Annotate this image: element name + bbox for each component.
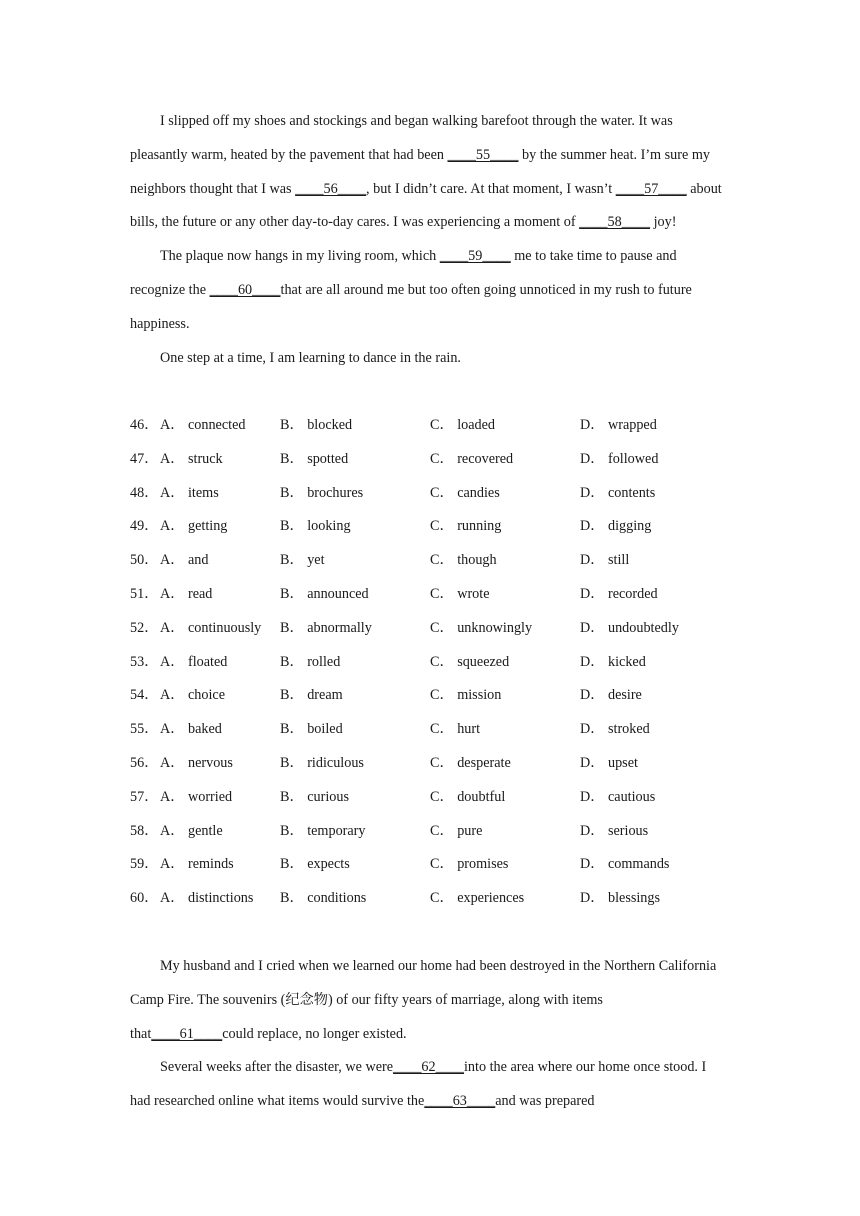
option-row: [130, 679, 750, 713]
option-row: [130, 781, 750, 815]
option-a: A． worried: [160, 788, 233, 805]
option-d: D． cautious: [580, 788, 656, 805]
option-a: A． distinctions: [160, 890, 254, 907]
text-run: about bills, the future or any other day-to-day cares. I was experiencing a moment of: [130, 180, 722, 231]
paragraph: One step at a time, I am learning to dance in the rain.: [160, 349, 461, 366]
paragraph: [130, 1051, 730, 1119]
text-run: could replace, no longer existed.: [222, 1025, 407, 1042]
option-b: B． looking: [280, 518, 351, 535]
option-b: B． boiled: [280, 721, 343, 738]
option-row: [130, 713, 750, 747]
option-row: [130, 409, 750, 443]
blank-63: ____63____: [424, 1093, 496, 1110]
answer-options: [130, 409, 750, 916]
paragraph: [130, 950, 730, 1051]
text-run: Several weeks after the disaster, we were: [160, 1059, 394, 1076]
text-run: My husband and I cried when we learned our home had been destroyed in the Northern California Camp Fire. The souvenirs (纪念物) of our fifty years of marriage, along with items that: [130, 958, 717, 1042]
question-number: 50．: [130, 552, 159, 569]
blank-62: ____62____: [393, 1059, 464, 1076]
text-run: me to take time to pause and recognize the: [130, 248, 677, 298]
question-number: 59．: [130, 856, 159, 873]
option-b: B． ridiculous: [280, 754, 364, 771]
option-row: [130, 848, 750, 882]
option-c: C． mission: [430, 687, 502, 704]
question-number: 51．: [130, 585, 159, 602]
option-c: C． wrote: [430, 585, 490, 602]
option-row: [130, 882, 750, 916]
blank-56: ____56____: [295, 180, 367, 197]
option-d: D． serious: [580, 822, 649, 839]
option-d: D． followed: [580, 450, 659, 467]
option-d: D． commands: [580, 856, 670, 873]
option-a: A． connected: [160, 417, 246, 433]
text-run: by the summer heat. I’m sure my neighbors thought that I was: [130, 146, 710, 197]
option-row: [130, 815, 750, 849]
option-d: D． upset: [580, 754, 638, 771]
option-a: A． struck: [160, 450, 223, 467]
option-d: D． desire: [580, 687, 642, 704]
paragraph: [130, 240, 730, 341]
blank-59: ____59____: [439, 248, 511, 265]
option-row: [130, 477, 750, 511]
text-run: The plaque now hangs in my living room, which: [160, 248, 440, 265]
option-a: A． getting: [160, 518, 228, 535]
option-d: D． contents: [580, 484, 656, 501]
paragraph: [130, 105, 730, 240]
option-b: B． expects: [280, 856, 350, 873]
question-number: 60．: [130, 890, 159, 907]
option-c: C． running: [430, 518, 502, 535]
option-c: C． loaded: [430, 417, 496, 433]
option-d: D． kicked: [580, 653, 646, 670]
option-c: C． promises: [430, 856, 509, 873]
blank-60: ____60____: [209, 281, 281, 298]
question-number: 52．: [130, 619, 159, 636]
option-row: [130, 443, 750, 477]
option-c: C． squeezed: [430, 653, 510, 670]
option-d: D． recorded: [580, 585, 658, 602]
option-row: [130, 747, 750, 781]
option-c: C． hurt: [430, 721, 481, 738]
option-b: B． rolled: [280, 653, 341, 670]
option-row: [130, 612, 750, 646]
option-b: B． yet: [280, 552, 325, 569]
option-a: A． floated: [160, 653, 228, 670]
option-a: A． baked: [160, 721, 222, 738]
option-b: B． brochures: [280, 484, 364, 501]
option-b: B． spotted: [280, 450, 349, 467]
passage-two: [130, 950, 730, 1119]
passage-one: [130, 105, 730, 375]
option-a: A． items: [160, 484, 219, 501]
option-a: A． continuously: [160, 619, 262, 636]
option-b: B． temporary: [280, 822, 366, 839]
question-number: 53．: [130, 653, 159, 670]
blank-57: ____57____: [615, 180, 687, 197]
option-row: [130, 578, 750, 612]
text-run: , but I didn’t care. At that moment, I wasn’t: [366, 180, 616, 197]
option-a: A． reminds: [160, 856, 234, 873]
option-c: C． desperate: [430, 754, 511, 771]
option-c: C． pure: [430, 822, 483, 839]
option-c: C． candies: [430, 484, 500, 501]
option-b: B． curious: [280, 788, 349, 805]
question-number: 49．: [130, 518, 159, 535]
option-b: B． conditions: [280, 890, 367, 907]
blank-55: ____55____: [447, 146, 519, 163]
question-number: 54．: [130, 687, 159, 704]
option-b: B． abnormally: [280, 619, 372, 636]
option-d: D． digging: [580, 518, 652, 535]
question-number: 47．: [130, 450, 159, 467]
question-number: 48．: [130, 484, 159, 501]
option-row: [130, 544, 750, 578]
text-run: into the area where our home once stood. I had researched online what items would survive the: [130, 1059, 707, 1110]
text-run: I slipped off my shoes and stockings and began walking barefoot through the water. It was pleasantly warm, heated by the pavement that had been: [130, 113, 673, 163]
option-c: C． though: [430, 552, 497, 569]
question-number: 55．: [130, 721, 159, 738]
text-run: that are all around me but too often going unnoticed in my rush to future happiness.: [130, 281, 692, 332]
option-a: A． read: [160, 585, 213, 602]
option-c: C． recovered: [430, 450, 514, 467]
option-d: D． blessings: [580, 890, 661, 907]
text-run: and was prepared: [495, 1093, 595, 1110]
option-row: [130, 510, 750, 544]
option-b: B． dream: [280, 687, 343, 704]
option-a: A． gentle: [160, 822, 223, 839]
option-c: C． experiences: [430, 890, 525, 907]
option-c: C． unknowingly: [430, 619, 533, 636]
text-run: joy!: [650, 214, 677, 231]
blank-58: ____58____: [579, 214, 651, 231]
question-number: 56．: [130, 754, 159, 771]
blank-61: ____61____: [151, 1025, 223, 1042]
option-b: B． announced: [280, 585, 369, 602]
question-number: 57．: [130, 788, 159, 805]
option-d: D． stroked: [580, 721, 650, 738]
option-row: [130, 646, 750, 680]
option-d: D． still: [580, 552, 630, 569]
option-a: A． choice: [160, 687, 226, 704]
option-d: D． undoubtedly: [580, 619, 679, 636]
option-a: A． and: [160, 552, 209, 569]
option-b: B． blocked: [280, 417, 353, 433]
option-a: A． nervous: [160, 754, 233, 771]
option-d: D． wrapped: [580, 417, 657, 433]
option-c: C． doubtful: [430, 788, 506, 805]
question-number: 58．: [130, 822, 159, 839]
question-number: 46．: [130, 417, 159, 433]
